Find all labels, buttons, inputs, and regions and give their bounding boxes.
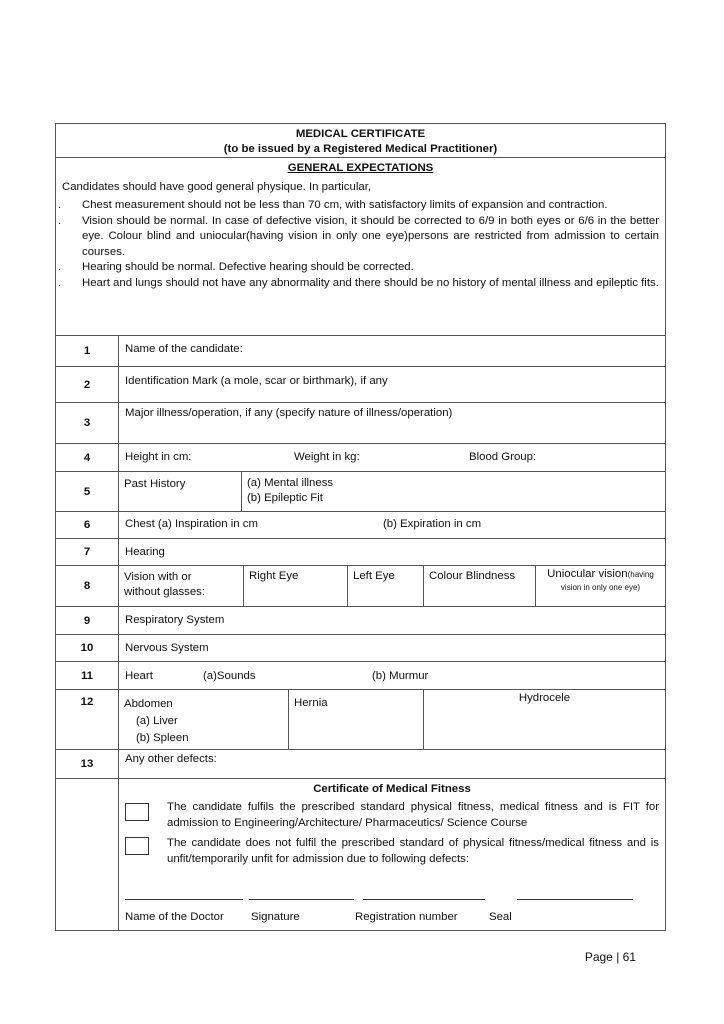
major-illness-field[interactable]: Major illness/operation, if any (specify nature of illness/operation) [125,407,453,419]
row-nervous: 10 Nervous System [56,635,665,662]
row-major-illness: 3 Major illness/operation, if any (specify nature of illness/operation) [56,403,665,444]
expectation-item: . Hearing should be normal. Defective hearing should be corrected. [58,261,414,273]
respiratory-field[interactable]: Respiratory System [125,614,225,626]
row-hearing: 7 Hearing [56,539,665,566]
row-respiratory: 9 Respiratory System [56,607,665,635]
hernia-field[interactable]: Hernia [289,690,424,749]
weight-field[interactable]: Weight in kg: [294,451,360,463]
row-candidate-name: 1 Name of the candidate: [56,336,665,367]
uniocular-vision-field[interactable]: Uniocular vision(having vision in only one eye) [547,568,654,592]
expectations-heading: GENERAL EXPECTATIONS [287,162,434,174]
row-identification-mark: 2 Identification Mark (a mole, scar or birthmark), if any [56,367,665,403]
nervous-system-field[interactable]: Nervous System [125,642,209,654]
fitness-heading: Certificate of Medical Fitness [313,783,471,795]
registration-line[interactable] [363,898,485,900]
vision-label: Vision with or [124,571,192,583]
hearing-field[interactable]: Hearing [125,546,165,558]
page-number: Page | 61 [584,950,636,964]
row-vision: 8 Vision with or without glasses: Right Eye Left Eye Colour Blindness Uniocular vision(having vision in only one eye) [56,566,665,607]
seal-label: Seal [489,911,512,923]
seal-line[interactable] [517,898,633,900]
abdomen-label: Abdomen [124,698,173,710]
colour-blindness-field[interactable]: Colour Blindness [424,566,536,606]
identification-mark-field[interactable]: Identification Mark (a mole, scar or birthmark), if any [125,375,388,387]
expectations-intro: Candidates should have good general physique. In particular, [62,181,372,193]
medical-certificate-form [55,123,666,931]
right-eye-field[interactable]: Right Eye [244,566,348,606]
heart-label: Heart [125,670,153,682]
signature-line[interactable] [249,898,354,900]
row-other-defects: 13 Any other defects: [56,750,665,779]
candidate-name-field[interactable]: Name of the candidate: [125,343,243,355]
doctor-name-label: Name of the Doctor [125,911,224,923]
fit-statement: The candidate fulfils the prescribed standard physical fitness, medical fitness and is FIT for admission to Engineering/Architecture/ Pharmaceutics/ Science Course [167,801,659,829]
row-measurements: 4 Height in cm: Weight in kg: Blood Group: [56,444,665,472]
liver-field[interactable]: (a) Liver [136,715,178,727]
expectation-item: . Vision should be normal. In case of defective vision, it should be corrected to 6/9 in both eyes or 6/6 in the better eye. Colour blind and uniocular(having vision in only one eye)persons are restricted from admission to certain courses. [58,214,659,258]
blood-group-field[interactable]: Blood Group: [469,451,537,463]
registration-label: Registration number [355,911,458,923]
other-defects-field[interactable]: Any other defects: [125,753,217,765]
signature-label: Signature [251,911,300,923]
expectation-item: . Heart and lungs should not have any abnormality and there should be no history of mental illness and epileptic fits. [58,276,659,289]
fit-checkbox[interactable] [125,803,149,821]
certificate-subtitle: (to be issued by a Registered Medical Practitioner) [223,143,498,155]
expectation-item: . Chest measurement should not be less than 70 cm, with satisfactory limits of expansion and contraction. [58,199,608,211]
left-eye-field[interactable]: Left Eye [348,566,424,606]
row-abdomen: 12 Abdomen (a) Liver (b) Spleen Hernia Hydrocele [56,690,665,750]
height-field[interactable]: Height in cm: [125,451,192,463]
certificate-title: MEDICAL CERTIFICATE [295,128,426,140]
general-expectations-section [56,158,665,336]
heart-sounds-field[interactable]: (a)Sounds [203,670,256,682]
certificate-title-row [56,124,665,158]
chest-inspiration-field[interactable]: Chest (a) Inspiration in cm [125,518,258,530]
heart-murmur-field[interactable]: (b) Murmur [372,670,429,682]
unfit-statement: The candidate does not fulfil the prescribed standard of physical fitness/medical fitness and is unfit/temporarily unfit for admission due to following defects: [167,837,659,865]
row-past-history: 5 Past History (a) Mental illness (b) Epileptic Fit [56,472,665,512]
row-heart: 11 Heart (a)Sounds (b) Murmur [56,662,665,690]
spleen-field[interactable]: (b) Spleen [136,732,189,744]
doctor-name-line[interactable] [125,898,243,900]
hydrocele-field[interactable]: Hydrocele [518,692,571,704]
mental-illness-field[interactable]: (a) Mental illness [247,477,334,489]
chest-expiration-field[interactable]: (b) Expiration in cm [383,518,482,530]
epileptic-fit-field[interactable]: (b) Epileptic Fit [247,492,323,504]
past-history-label: Past History [119,472,242,511]
medical-fitness-section [56,779,665,930]
row-chest: 6 Chest (a) Inspiration in cm (b) Expiration in cm [56,512,665,539]
unfit-checkbox[interactable] [125,837,149,855]
